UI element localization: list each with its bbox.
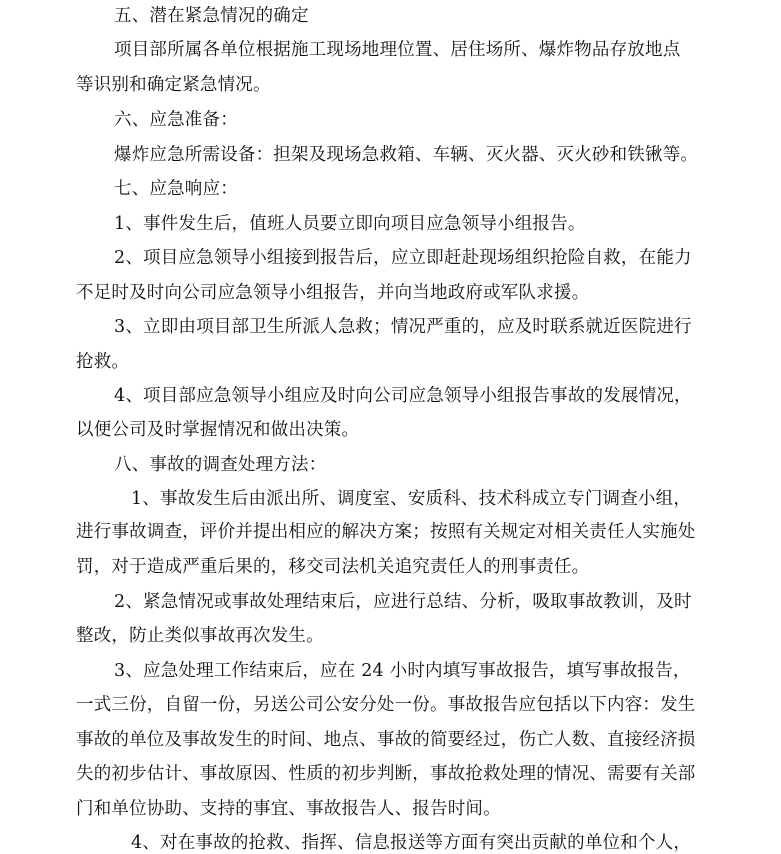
list-item-line: 2、紧急情况或事故处理结束后，应进行总结、分析，吸取事故教训，及时 — [114, 592, 692, 612]
list-item-line: 3、应急处理工作结束后，应在 24 小时内填写事故报告，填写事故报告， — [114, 661, 691, 681]
section-heading-eight: 八、事故的调查处理方法： — [114, 455, 327, 475]
paragraph-line: 整改，防止类似事故再次发生。 — [76, 626, 324, 646]
list-item-line: 1、事故发生后由派出所、调度室、安质科、技术科成立专门调查小组， — [131, 489, 692, 509]
list-item-line: 4、对在事故的抢救、指挥、信息报送等方面有突出贡献的单位和个人， — [131, 833, 692, 853]
paragraph-line: 进行事故调查，评价并提出相应的解决方案；按照有关规定对相关责任人实施处 — [76, 522, 696, 542]
paragraph-line: 抢救。 — [76, 352, 130, 372]
list-item-line: 1、事件发生后，值班人员要立即向项目应急领导小组报告。 — [114, 214, 586, 234]
section-heading-six: 六、应急准备： — [114, 110, 238, 130]
paragraph-line: 爆炸应急所需设备：担架及现场急救箱、车辆、灭火器、灭火砂和铁锹等。 — [114, 145, 699, 165]
section-heading-five: 五、潜在紧急情况的确定 — [114, 6, 309, 26]
paragraph-line: 失的初步估计、事故原因、性质的初步判断，事故抢救处理的情况、需要有关部 — [76, 764, 696, 784]
paragraph-line: 一式三份，自留一份，另送公司公安分处一份。事故报告应包括以下内容：发生 — [76, 695, 696, 715]
paragraph-line: 以便公司及时掌握情况和做出决策。 — [76, 420, 360, 440]
paragraph-line: 门和单位协助、支持的事宜、事故报告人、报告时间。 — [76, 799, 501, 819]
list-item-line: 4、项目部应急领导小组应及时向公司应急领导小组报告事故的发展情况， — [114, 386, 692, 406]
list-item-line: 2、项目应急领导小组接到报告后，应立即赶赴现场组织抢险自救，在能力 — [114, 248, 692, 268]
list-item-line: 3、立即由项目部卫生所派人急救；情况严重的，应及时联系就近医院进行 — [114, 317, 692, 337]
section-heading-seven: 七、应急响应： — [114, 179, 238, 199]
paragraph-line: 事故的单位及事故发生的时间、地点、事故的简要经过，伤亡人数、直接经济损 — [76, 730, 696, 750]
paragraph-line: 等识别和确定紧急情况。 — [76, 75, 271, 95]
paragraph-line: 罚，对于造成严重后果的，移交司法机关追究责任人的刑事责任。 — [76, 557, 590, 577]
paragraph-line: 项目部所属各单位根据施工现场地理位置、居住场所、爆炸物品存放地点 — [114, 40, 681, 60]
paragraph-line: 不足时及时向公司应急领导小组报告，并向当地政府或军队求援。 — [76, 283, 590, 303]
